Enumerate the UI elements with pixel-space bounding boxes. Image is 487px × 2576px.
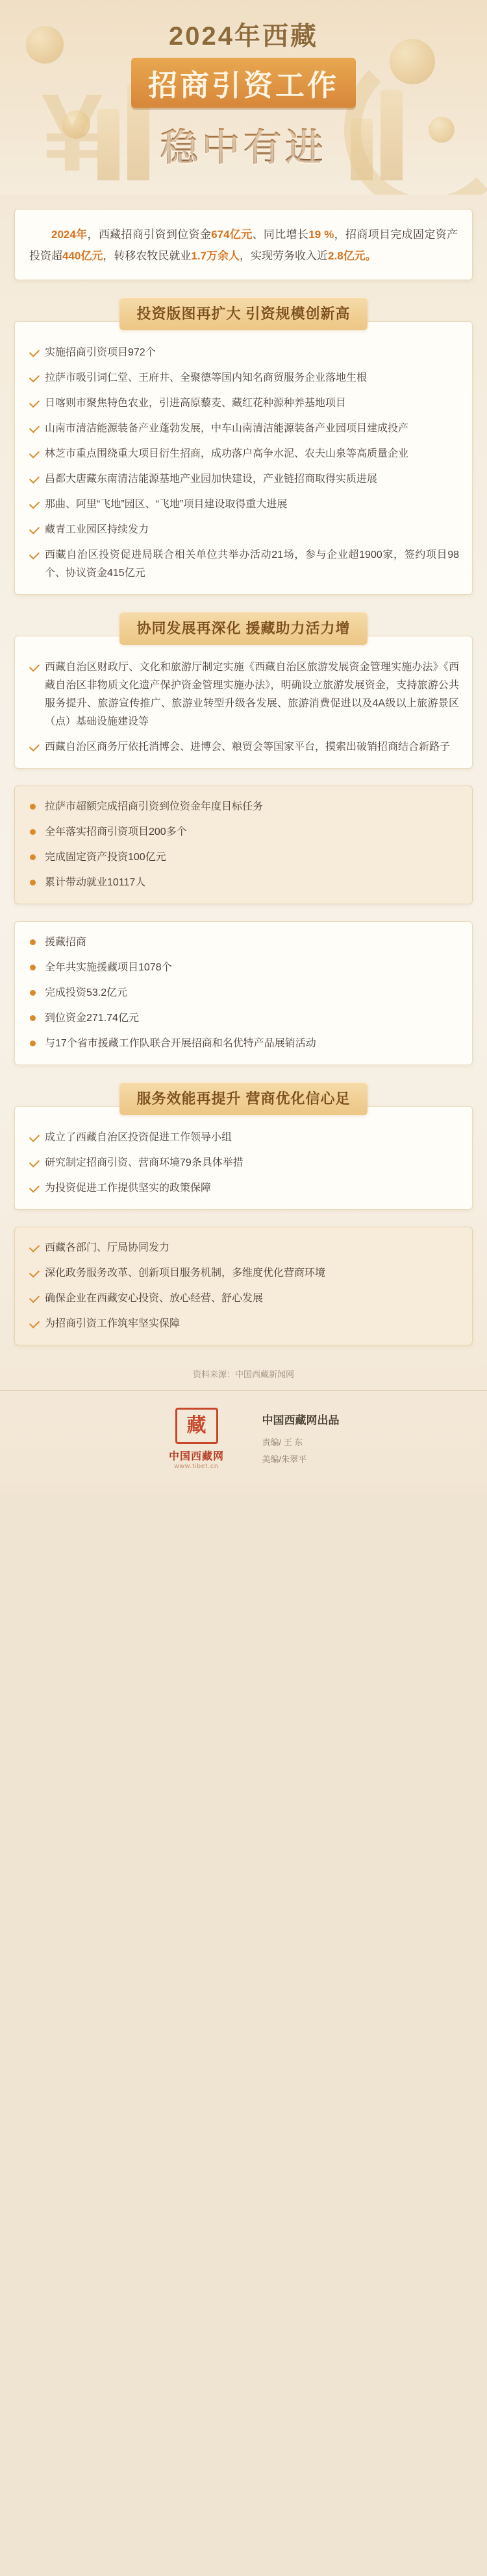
footer-credits [262, 1410, 340, 1468]
section-investment-map [14, 297, 473, 595]
list-item: 日喀则市聚焦特色农业，引进高原藜麦、藏红花种源种养基地项目 [28, 394, 459, 413]
list-item: 藏青工业园区持续发力 [28, 521, 459, 539]
summary-year: 2024年 [51, 228, 88, 241]
logo-url: www.tibet.cn [174, 1463, 219, 1471]
section-panel [14, 636, 473, 769]
list-item: 林芝市重点围绕重大项目衍生招商，成功落户高争水泥、农夫山泉等高质量企业 [28, 445, 459, 463]
list-item: 深化政务服务改革、创新项目服务机制，多维度优化营商环境 [28, 1264, 459, 1282]
list-item: 西藏自治区商务厅依托消博会、进博会、粮贸会等国家平台，摸索出破销招商结合新路子 [28, 738, 459, 756]
list-item: 全年落实招商引资项目200多个 [28, 823, 459, 841]
footer-org: 中国西藏网出品 [262, 1414, 340, 1427]
summary-card [14, 209, 473, 280]
section-heading-label: 投资版图再扩大 引资规模创新高 [119, 297, 367, 330]
section-heading-label: 协同发展再深化 援藏助力活力增 [119, 612, 367, 645]
section-panel [14, 1106, 473, 1210]
item-list [28, 344, 459, 583]
list-item: 西藏自治区投资促进局联合相关单位共举办活动21场，参与企业超1900家，签约项目98个、协议资金415亿元 [28, 546, 459, 583]
list-item: 西藏各部门、厅局协同发力 [28, 1239, 459, 1257]
logo-text: 中国西藏网 [168, 1451, 224, 1463]
list-item: 成立了西藏自治区投资促进工作领导小组 [28, 1129, 459, 1147]
list-item: 完成投资53.2亿元 [28, 984, 459, 1002]
list-item: 拉萨市吸引词仁堂、王府井、全聚德等国内知名商贸服务企业落地生根 [28, 369, 459, 387]
list-item: 昌都大唐藏东南清洁能源基地产业园加快建设，产业链招商取得实质进展 [28, 470, 459, 488]
section-panel [14, 1227, 473, 1345]
section-lhasa-stats [14, 786, 473, 904]
list-item: 研究制定招商引资、营商环境79条具体举措 [28, 1154, 459, 1172]
content-area [0, 209, 487, 1380]
list-item: 为招商引资工作筑牢坚实保障 [28, 1315, 459, 1333]
section-coordinated-development [14, 612, 473, 769]
list-item: 完成固定资产投资100亿元 [28, 849, 459, 867]
list-item: 西藏自治区财政厅、文化和旅游厅制定实施《西藏自治区旅游发展资金管理实施办法》《西藏自治区非物质文化遗产保护资金管理实施办法》，明确设立旅游发展资金，支持旅游公共服务提升、旅游宣传推广、旅游业转型升级各发展、旅游消费促进以及4A级以上旅游景区（点）基础设施建设等 [28, 658, 459, 731]
item-list [28, 1239, 459, 1333]
footer [0, 1390, 487, 1492]
list-item: 拉萨市超额完成招商引资到位资金年度目标任务 [28, 798, 459, 816]
list-item: 为投资促进工作提供坚实的政策保障 [28, 1179, 459, 1198]
section-panel [14, 786, 473, 904]
list-item: 实施招商引资项目972个 [28, 344, 459, 362]
hero-title-line1: 2024年西藏 [169, 22, 318, 51]
section-panel [14, 321, 473, 595]
list-item: 确保企业在西藏安心投资、放心经营、舒心发展 [28, 1290, 459, 1308]
footer-designer: 美编/朱翠平 [262, 1454, 307, 1465]
item-list [28, 798, 459, 892]
footer-editor: 责编/ 王 东 [262, 1438, 303, 1448]
list-item: 援藏招商 [28, 933, 459, 952]
hero-title-line2: 招商引资工作 [131, 58, 356, 108]
site-logo[interactable] [148, 1408, 245, 1470]
tibet-logo-icon: 藏 [175, 1408, 218, 1444]
section-service-efficiency [14, 1082, 473, 1210]
section-business-environment [14, 1227, 473, 1345]
section-panel [14, 921, 473, 1065]
hero-banner [0, 0, 487, 195]
section-aid-tibet-stats [14, 921, 473, 1065]
list-item: 那曲、阿里“飞地”园区、“飞地”项目建设取得重大进展 [28, 496, 459, 514]
item-list [28, 933, 459, 1053]
section-heading-label: 服务效能再提升 营商优化信心足 [119, 1082, 367, 1115]
list-item: 山南市清洁能源装备产业蓬勃发展，中车山南清洁能源装备产业园项目建成投产 [28, 420, 459, 438]
item-list [28, 658, 459, 756]
source-note: 资料来源：中国西藏新闻网 [192, 1369, 294, 1380]
hero-title-line3: 稳中有进 [0, 117, 487, 171]
summary-text: 2024年，西藏招商引资到位资金674亿元、同比增长19 %，招商项目完成固定资产投资超440亿元，转移农牧民就业1.7万余人，实现劳务收入近2.8亿元。 [29, 228, 458, 263]
list-item: 全年共实施援藏项目1078个 [28, 959, 459, 977]
item-list [28, 1129, 459, 1198]
list-item: 到位资金271.74亿元 [28, 1009, 459, 1028]
list-item: 累计带动就业10117人 [28, 874, 459, 892]
list-item: 与17个省市援藏工作队联合开展招商和名优特产品展销活动 [28, 1035, 459, 1053]
